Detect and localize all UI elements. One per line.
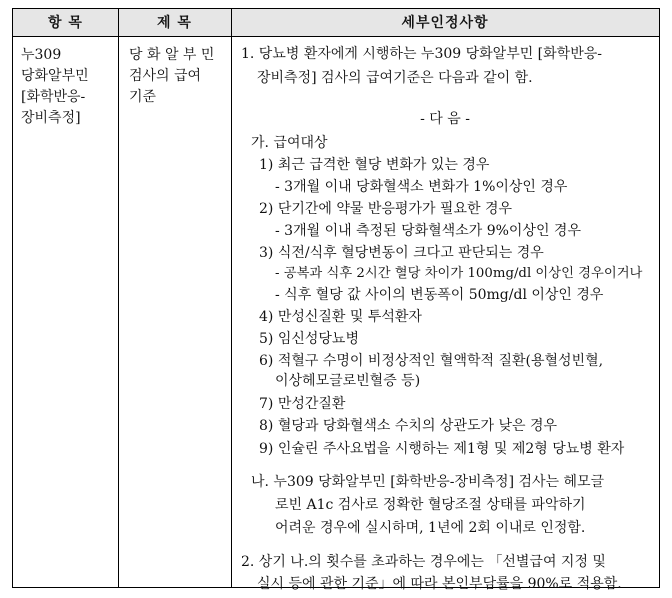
note-2-line: 2. 상기 나.의 횟수를 초과하는 경우에는 「선별급여 지정 및: [241, 554, 606, 570]
criterion-3: 3) 식전/식후 혈당변동이 크다고 판단되는 경우: [259, 245, 544, 261]
note-2-line: 실시 등에 관한 기준」에 따라 본인부담률을 90%로 적용함.: [257, 576, 622, 592]
criterion-2-detail: - 3개월 이내 측정된 당화혈색소가 9%이상인 경우: [275, 223, 581, 239]
criterion-9: 9) 인슐린 주사요법을 시행하는 제1형 및 제2형 당뇨병 환자: [259, 441, 625, 457]
header-item: 항 목: [48, 15, 83, 31]
criterion-7: 7) 만성간질환: [259, 396, 346, 412]
item-line: [화학반응-: [21, 89, 86, 105]
column-divider: [118, 9, 119, 587]
criterion-3-detail: - 공복과 식후 2시간 혈당 차이가 100mg/dl 이상인 경우이거나: [275, 266, 643, 281]
subject-line: 검사의 급여: [129, 68, 202, 84]
criterion-5: 5) 임신성당뇨병: [259, 331, 359, 347]
header-details: 세부인정사항: [401, 15, 489, 31]
subject-line: 당 화 알 부 민: [129, 47, 215, 63]
criteria-table: [12, 8, 660, 592]
item-line: 장비측정]: [21, 110, 81, 126]
criterion-3-detail: - 식후 혈당 값 사이의 변동폭이 50mg/dl 이상인 경우: [275, 287, 604, 303]
subject-cell: [129, 45, 233, 108]
criterion-1-detail: - 3개월 이내 당화혈색소 변화가 1%이상인 경우: [275, 179, 568, 195]
header-subject: 제 목: [157, 15, 192, 31]
section-b-line: 어려운 경우에 실시하며, 1년에 2회 이내로 인정함.: [275, 520, 586, 536]
criterion-4: 4) 만성신질환 및 투석환자: [259, 309, 422, 325]
subject-line: 기준: [129, 89, 157, 105]
criterion-8: 8) 혈당과 당화혈색소 수치의 상관도가 낮은 경우: [259, 418, 558, 434]
item-line: 누309: [21, 47, 62, 63]
intro-line: 1. 당뇨병 환자에게 시행하는 누309 당화알부민 [화학반응-: [241, 46, 602, 62]
intro-line: 장비측정] 검사의 급여기준은 다음과 같이 함.: [257, 70, 533, 86]
item-line: 당화알부민: [21, 68, 89, 84]
criterion-2: 2) 단기간에 약물 반응평가가 필요한 경우: [259, 201, 513, 217]
criterion-6: 6) 적혈구 수명이 비정상적인 혈액학적 질환(용혈성빈혈,: [259, 353, 604, 369]
item-cell: [21, 45, 117, 129]
divider-heading: - 다 음 -: [420, 111, 470, 127]
criterion-6-cont: 이상헤모글로빈혈증 등): [275, 373, 421, 389]
criterion-1: 1) 최근 급격한 혈당 변화가 있는 경우: [259, 157, 490, 173]
section-b-line: 로빈 A1c 검사로 정확한 혈당조절 상태를 파악하기: [275, 497, 586, 513]
section-a-title: 가. 급여대상: [251, 135, 328, 151]
section-b-line: 나. 누309 당화알부민 [화학반응-장비측정] 검사는 헤모글: [251, 474, 605, 490]
